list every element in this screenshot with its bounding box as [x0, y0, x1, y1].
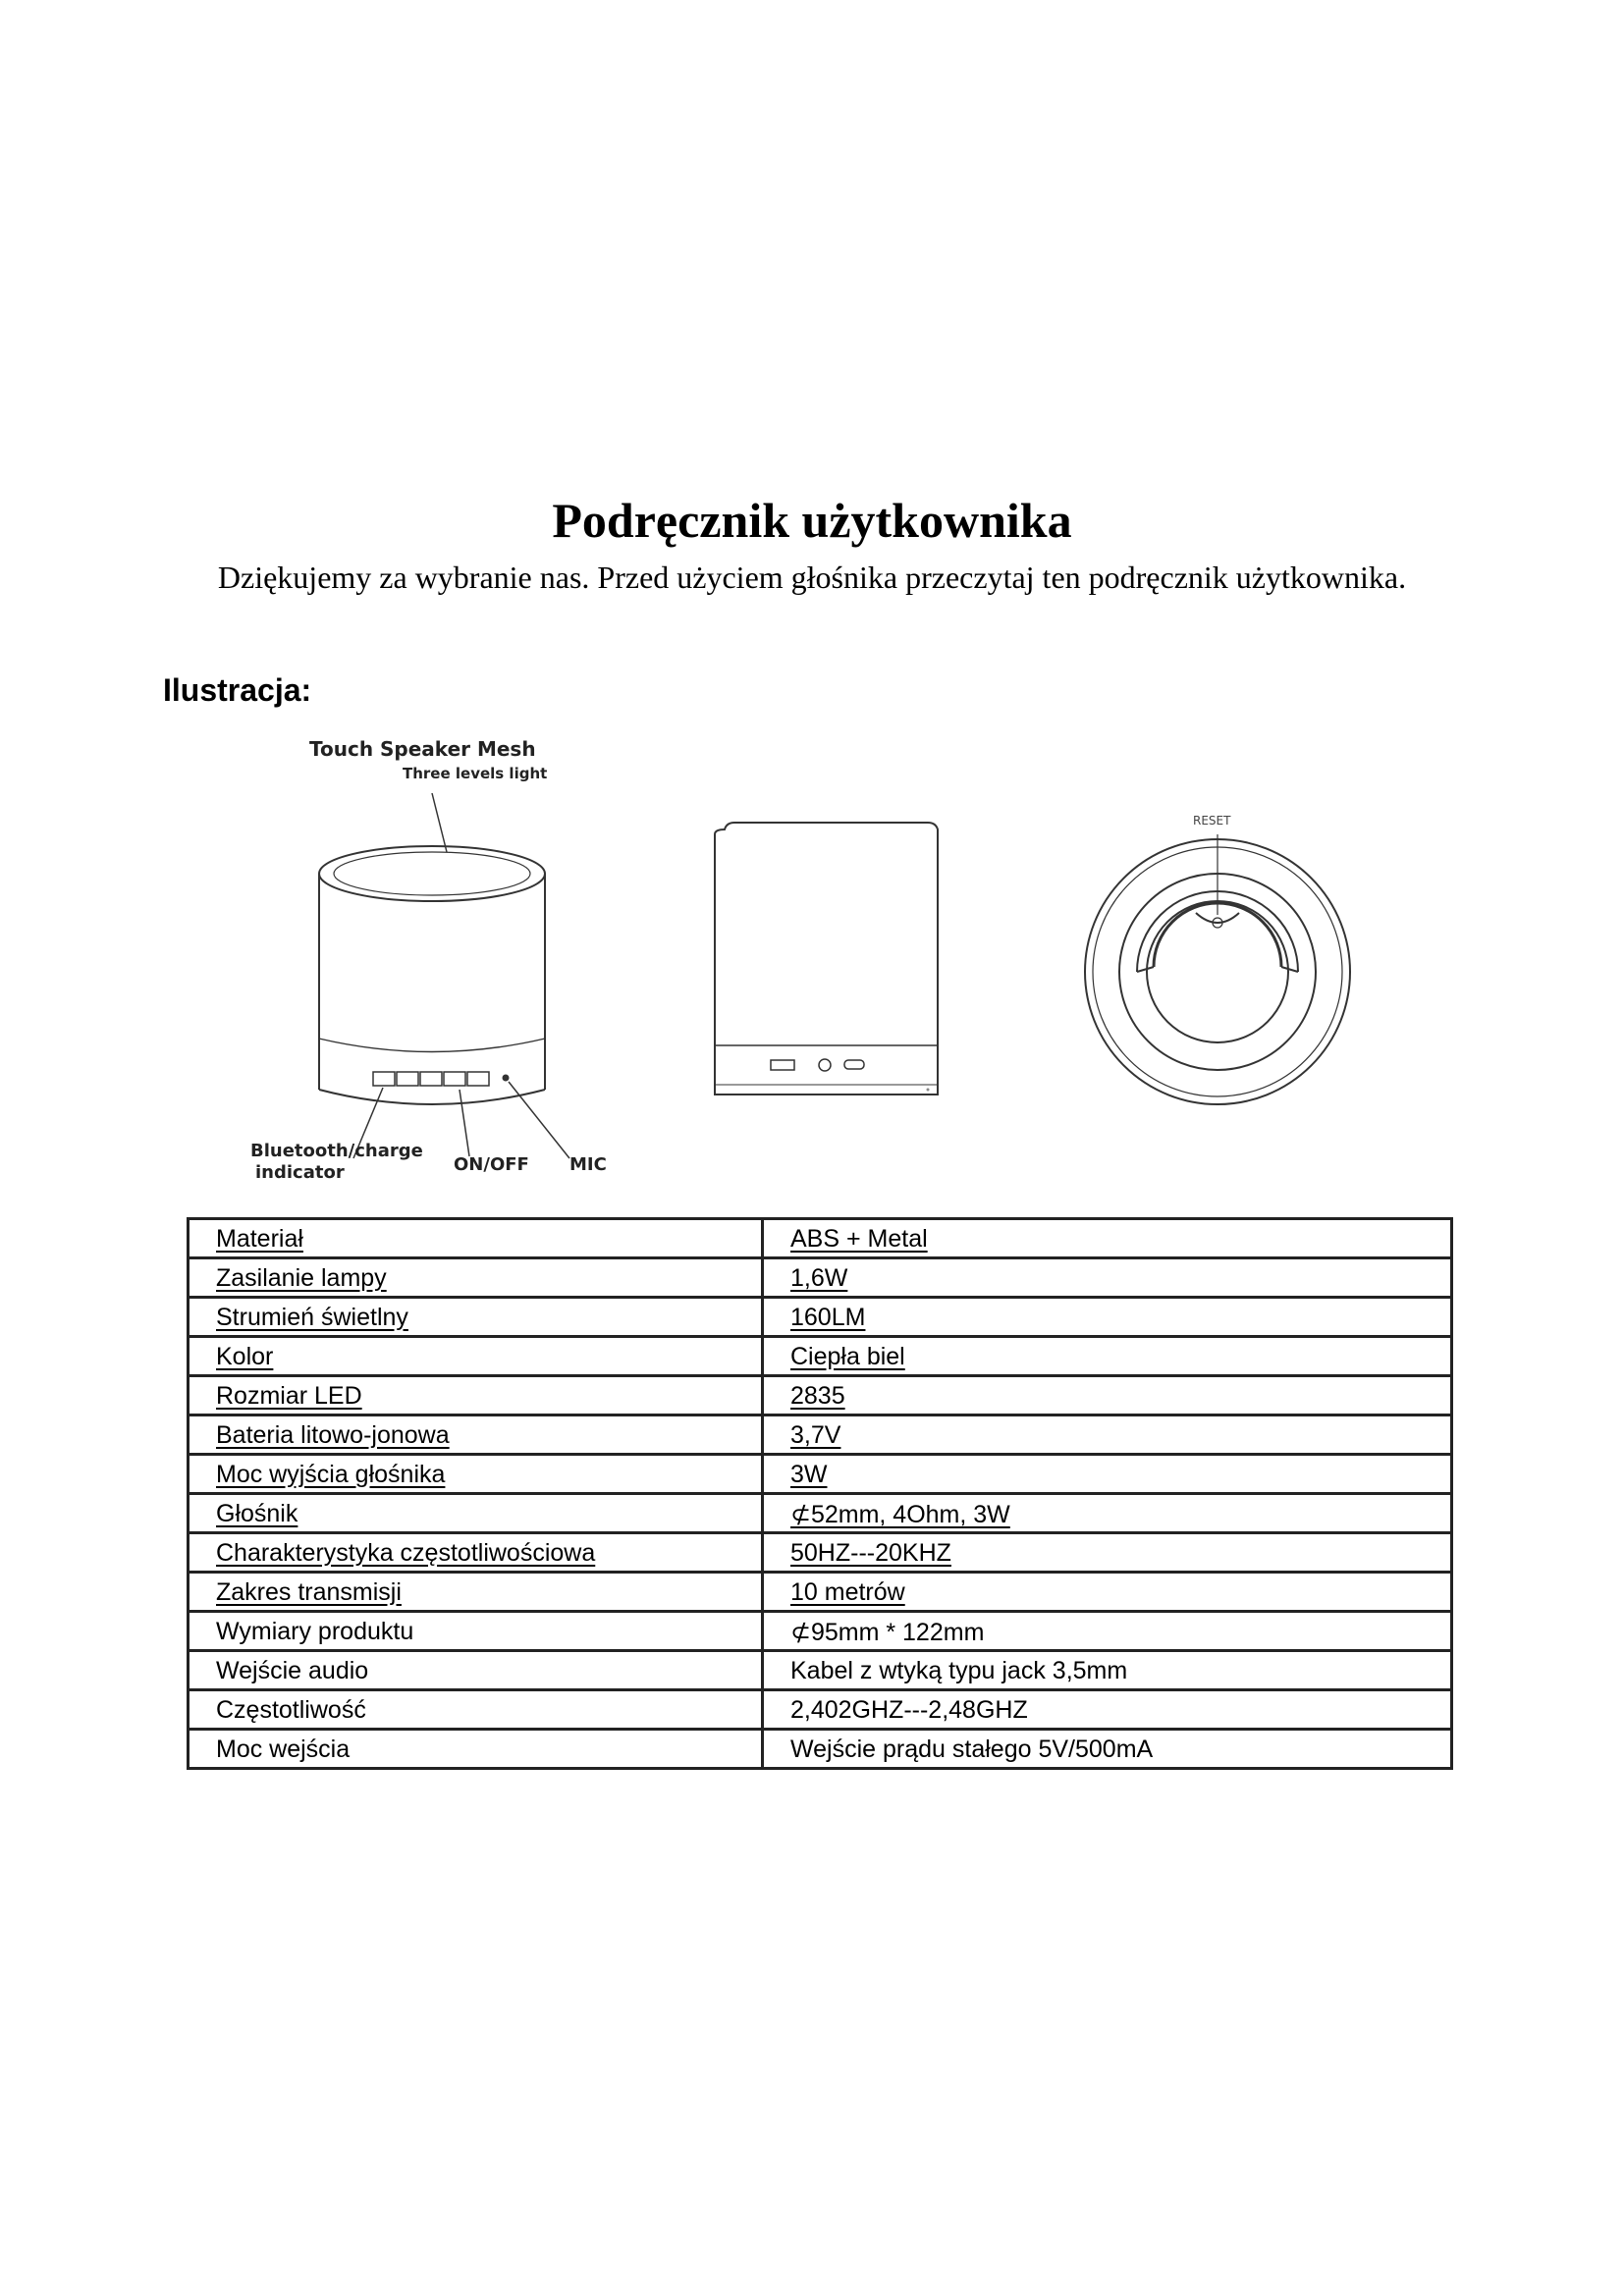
table-row	[189, 1258, 1452, 1298]
spec-value: 10 metrów	[763, 1573, 1452, 1612]
page-title: Podręcznik użytkownika	[552, 493, 1072, 548]
label-reset: RESET	[1193, 814, 1231, 828]
spec-value: Wejście prądu stałego 5V/500mA	[763, 1730, 1452, 1769]
spec-label: Strumień świetlny	[189, 1298, 763, 1337]
table-row	[189, 1730, 1452, 1769]
table-row	[189, 1376, 1452, 1415]
spec-label: Częstotliwość	[189, 1690, 763, 1730]
speaker-back-view	[715, 823, 938, 1095]
label-bluetooth-charge: Bluetooth/charge	[250, 1141, 423, 1161]
table-row	[189, 1690, 1452, 1730]
spec-label: Zasilanie lampy	[189, 1258, 763, 1298]
spec-value: 160LM	[763, 1298, 1452, 1337]
spec-label: Charakterystyka częstotliwościowa	[189, 1533, 763, 1573]
label-touch-speaker-mesh: Touch Speaker Mesh	[309, 737, 536, 761]
spec-label: Moc wyjścia głośnika	[189, 1455, 763, 1494]
spec-value: 2835	[763, 1376, 1452, 1415]
table-row	[189, 1612, 1452, 1651]
spec-value: ⊄95mm * 122mm	[763, 1612, 1452, 1651]
spec-value: Ciepła biel	[763, 1337, 1452, 1376]
speaker-bottom-view	[1085, 834, 1350, 1104]
spec-value: Kabel z wtyką typu jack 3,5mm	[763, 1651, 1452, 1690]
table-row	[189, 1651, 1452, 1690]
label-indicator: indicator	[255, 1162, 345, 1183]
spec-label: Kolor	[189, 1337, 763, 1376]
spec-label: Rozmiar LED	[189, 1376, 763, 1415]
label-on-off: ON/OFF	[454, 1154, 529, 1175]
section-heading-illustration: Ilustracja:	[163, 672, 312, 708]
table-row	[189, 1494, 1452, 1533]
spec-label: Zakres transmisji	[189, 1573, 763, 1612]
spec-label: Wejście audio	[189, 1651, 763, 1690]
button-panel	[373, 1072, 489, 1086]
specifications-table	[187, 1217, 1453, 1770]
table-row	[189, 1298, 1452, 1337]
label-mic: MIC	[569, 1154, 607, 1175]
table-row	[189, 1337, 1452, 1376]
spec-value: 50HZ---20KHZ	[763, 1533, 1452, 1573]
spec-value: 3W	[763, 1455, 1452, 1494]
spec-label: Głośnik	[189, 1494, 763, 1533]
spec-value: 3,7V	[763, 1415, 1452, 1455]
product-illustration	[236, 726, 1375, 1198]
table-row	[189, 1533, 1452, 1573]
speaker-front-view	[319, 793, 569, 1158]
spec-value: ⊄52mm, 4Ohm, 3W	[763, 1494, 1452, 1533]
spec-label: Moc wejścia	[189, 1730, 763, 1769]
table-row	[189, 1573, 1452, 1612]
spec-label: Materiał	[189, 1219, 763, 1258]
table-row	[189, 1455, 1452, 1494]
spec-label: Bateria litowo-jonowa	[189, 1415, 763, 1455]
table-row	[189, 1219, 1452, 1258]
label-three-levels-light: Three levels light	[403, 765, 548, 782]
intro-text: Dziękujemy za wybranie nas. Przed użyciem głośnika przeczytaj ten podręcznik użytkownika.	[217, 560, 1407, 595]
spec-value: 1,6W	[763, 1258, 1452, 1298]
table-row	[189, 1415, 1452, 1455]
spec-value: ABS + Metal	[763, 1219, 1452, 1258]
spec-value: 2,402GHZ---2,48GHZ	[763, 1690, 1452, 1730]
spec-label: Wymiary produktu	[189, 1612, 763, 1651]
